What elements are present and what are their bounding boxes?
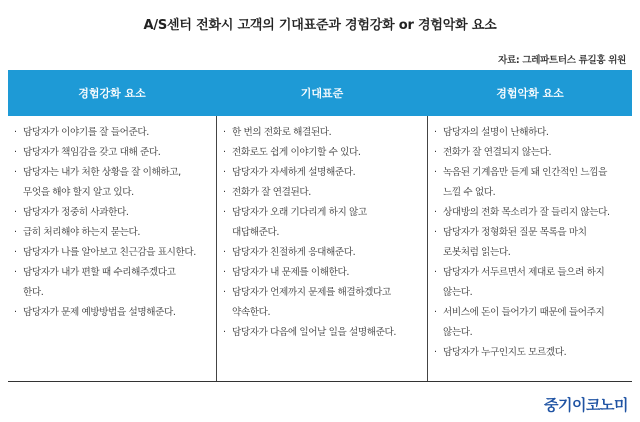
list-item-text: 담당자가 내가 편할 때 수리해주겠다고	[23, 267, 176, 278]
list-item-text: 담당자가 내 문제를 이해한다.	[232, 267, 350, 278]
list-item	[223, 123, 421, 143]
list-item	[434, 303, 626, 323]
list-item	[223, 223, 421, 243]
list-item	[434, 203, 626, 223]
list-item-text: 않는다.	[443, 287, 473, 298]
list-item-text: 전화가 잘 연결된다.	[232, 187, 311, 198]
column-experience-enhancing	[8, 116, 216, 381]
list-item	[14, 183, 210, 203]
header-expectation-standard: 기대표준	[300, 87, 344, 100]
list-item-text: 전화가 잘 연결되지 않는다.	[443, 147, 552, 158]
list-item-text: 약속한다.	[232, 307, 271, 318]
list-item	[14, 163, 210, 183]
list-item	[434, 123, 626, 143]
publisher-logo: 중기이코노미	[544, 396, 628, 414]
list-item	[223, 163, 421, 183]
list-item	[434, 143, 626, 163]
table-header	[8, 70, 632, 116]
list-item-text: 전화로도 쉽게 이야기할 수 있다.	[232, 147, 361, 158]
bullet-marker: ·	[434, 147, 437, 158]
column-experience-worsening	[428, 116, 632, 381]
header-experience-enhancing: 경험강화 요소	[78, 87, 146, 100]
list-item-text: 않는다.	[443, 327, 473, 338]
bullet-marker: ·	[14, 307, 17, 318]
column-expectation-standard	[216, 116, 428, 381]
list-item	[223, 323, 421, 343]
list-item	[223, 263, 421, 283]
list-item	[434, 223, 626, 243]
list-item-text: 한 번의 전화로 해결된다.	[232, 127, 332, 138]
list-item-text: 급히 처리해야 하는지 묻는다.	[23, 227, 141, 238]
bullet-marker: ·	[223, 127, 226, 138]
list-item-text: 상대방의 전화 목소리가 잘 들리지 않는다.	[443, 207, 610, 218]
comparison-table	[8, 70, 632, 382]
list-item	[14, 263, 210, 283]
list-item-text: 담당자가 이야기를 잘 들어준다.	[23, 127, 149, 138]
list-item	[434, 323, 626, 343]
list-item	[434, 263, 626, 283]
list-item	[223, 303, 421, 323]
list-item-text: 담당자가 정중히 사과한다.	[23, 207, 129, 218]
bullet-marker: ·	[434, 227, 437, 238]
list-item	[223, 203, 421, 223]
list-item-text: 녹음된 기계음만 듣게 돼 인간적인 느낌을	[443, 167, 607, 178]
list-item	[14, 283, 210, 303]
list-item	[434, 343, 626, 363]
list-item	[434, 183, 626, 203]
bullet-marker: ·	[434, 207, 437, 218]
page-title: A/S센터 전화시 고객의 기대표준과 경험강화 or 경험악화 요소	[143, 18, 497, 33]
bullet-marker: ·	[14, 267, 17, 278]
list-item	[14, 123, 210, 143]
bullet-marker: ·	[223, 167, 226, 178]
list-item-text: 한다.	[23, 287, 44, 298]
list-item-text: 담당자가 친절하게 응대해준다.	[232, 247, 356, 258]
list-item	[14, 203, 210, 223]
bullet-marker: ·	[223, 187, 226, 198]
list-item-text: 대답해준다.	[232, 227, 279, 238]
list-item	[14, 223, 210, 243]
list-item	[223, 143, 421, 163]
list-item-text: 담당자가 정형화된 질문 목록을 마치	[443, 227, 587, 238]
list-item-text: 무엇을 해야 할지 알고 있다.	[23, 187, 134, 198]
table-body	[8, 116, 632, 382]
list-item-text: 로봇처럼 읽는다.	[443, 247, 511, 258]
list-item-text: 담당자가 자세하게 설명해준다.	[232, 167, 356, 178]
bullet-marker: ·	[14, 167, 17, 178]
list-item	[223, 283, 421, 303]
list-item	[434, 283, 626, 303]
bullet-marker: ·	[223, 287, 226, 298]
bullet-marker: ·	[223, 247, 226, 258]
bullet-marker: ·	[14, 227, 17, 238]
list-item-text: 담당자가 서두르면서 제대로 들으려 하지	[443, 267, 605, 278]
list-item-text: 느낄 수 없다.	[443, 187, 496, 198]
bullet-marker: ·	[14, 207, 17, 218]
list-item-text: 담당자는 내가 처한 상황을 잘 이해하고,	[23, 167, 181, 178]
list-item-text: 담당자가 언제까지 문제를 해결하겠다고	[232, 287, 391, 298]
list-item	[14, 303, 210, 323]
list-item-text: 담당자가 오래 기다리게 하지 않고	[232, 207, 367, 218]
bullet-marker: ·	[14, 127, 17, 138]
bullet-marker: ·	[14, 147, 17, 158]
list-item	[14, 143, 210, 163]
list-item-text: 담당자가 다음에 일어날 일을 설명해준다.	[232, 327, 396, 338]
bullet-marker: ·	[434, 267, 437, 278]
bullet-marker: ·	[434, 347, 437, 358]
list-item	[434, 243, 626, 263]
list-item	[434, 163, 626, 183]
list-item-text: 담당자가 나를 알아보고 친근감을 표시한다.	[23, 247, 196, 258]
bullet-marker: ·	[14, 247, 17, 258]
list-item-text: 담당자가 문제 예방방법을 설명해준다.	[23, 307, 176, 318]
list-item-text: 담당자의 설명이 난해하다.	[443, 127, 549, 138]
list-item-text: 담당자가 책임감을 갖고 대해 준다.	[23, 147, 161, 158]
bullet-marker: ·	[223, 327, 226, 338]
bullet-marker: ·	[434, 127, 437, 138]
bullet-marker: ·	[223, 267, 226, 278]
list-item	[14, 243, 210, 263]
bullet-marker: ·	[434, 307, 437, 318]
list-item	[223, 243, 421, 263]
bullet-marker: ·	[223, 207, 226, 218]
bullet-marker: ·	[223, 147, 226, 158]
list-item-text: 담당자가 누구인지도 모르겠다.	[443, 347, 567, 358]
header-experience-worsening: 경험악화 요소	[496, 87, 564, 100]
source-credit: 자료: 그레파트터스 류길홍 위원	[498, 55, 626, 66]
list-item	[223, 183, 421, 203]
bullet-marker: ·	[434, 167, 437, 178]
list-item-text: 서비스에 돈이 들어가기 때문에 들어주지	[443, 307, 605, 318]
